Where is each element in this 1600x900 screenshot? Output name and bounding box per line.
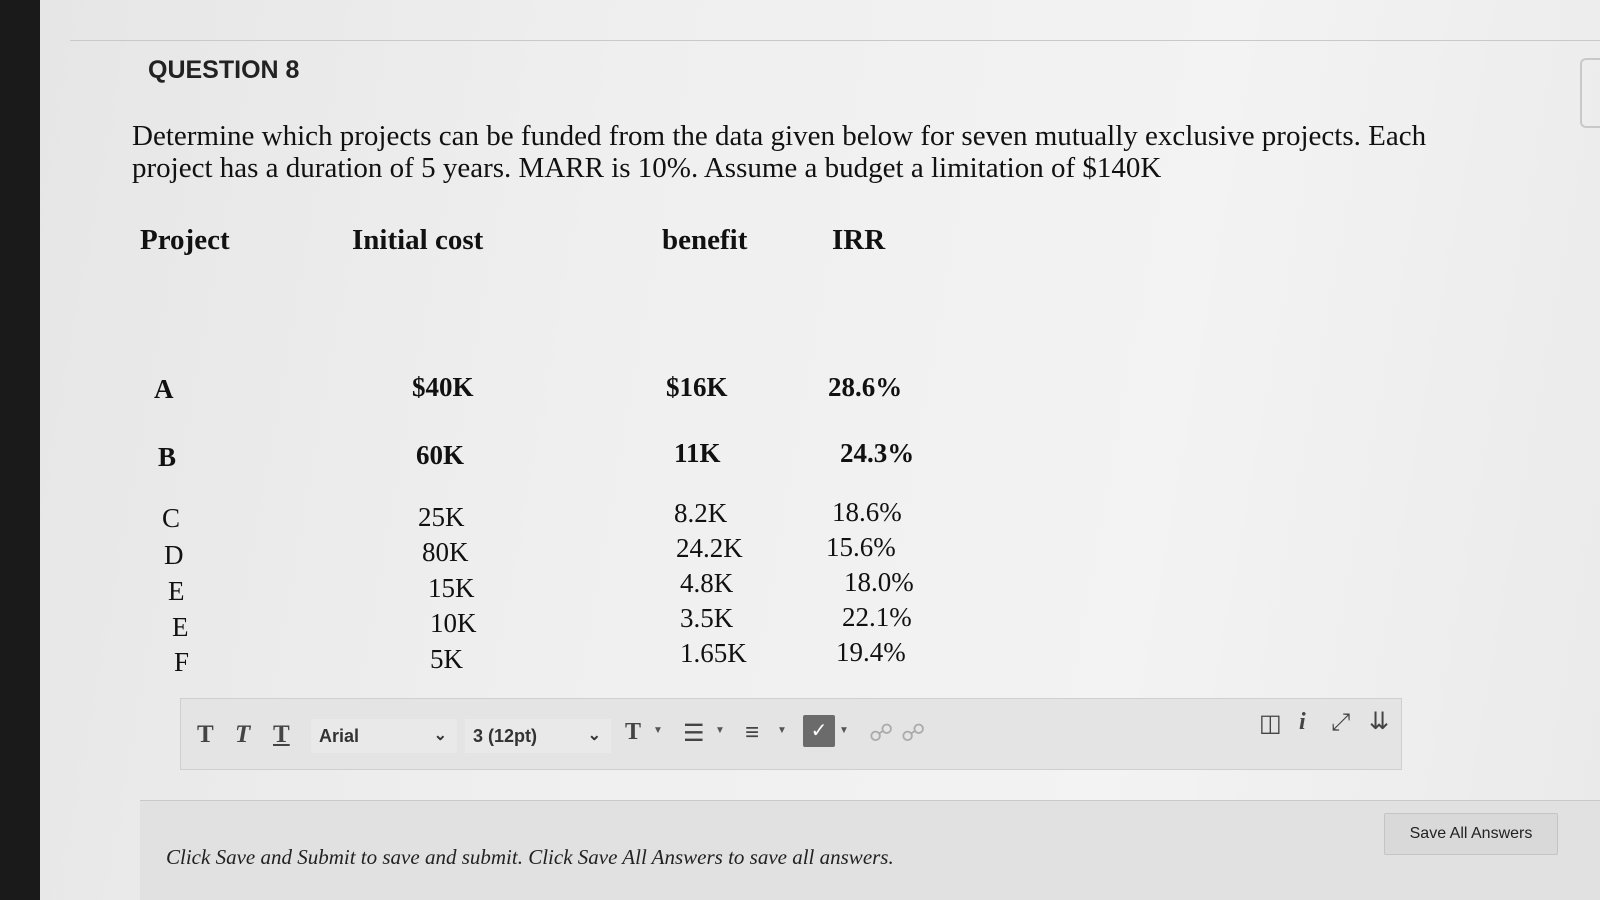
fullscreen-icon[interactable]: ⤢	[1331, 709, 1351, 736]
row-b-project: B	[158, 442, 177, 472]
numbered-list-icon[interactable]: ≡	[745, 719, 760, 746]
row-a-cost: $40K	[412, 372, 474, 402]
row-f-project: F	[174, 647, 190, 677]
underline-text-button[interactable]: T	[273, 721, 290, 748]
row-e2-project: E	[172, 612, 189, 642]
row-c-irr: 18.6%	[832, 497, 902, 527]
row-c-project: C	[162, 503, 181, 533]
row-c-cost: 25K	[418, 502, 465, 532]
caret-down-icon[interactable]: ▼	[839, 725, 849, 736]
row-a-project: A	[154, 374, 174, 404]
save-all-answers-button[interactable]: Save All Answers	[1384, 813, 1558, 855]
question-title: QUESTION 8	[148, 56, 300, 84]
editor-toolbar	[180, 698, 1402, 770]
row-e-project: E	[168, 576, 185, 606]
row-d-cost: 80K	[422, 537, 469, 567]
collapse-icon[interactable]: ⇊	[1369, 708, 1390, 735]
row-e2-cost: 10K	[430, 608, 477, 638]
row-e-irr: 18.0%	[844, 567, 914, 597]
caret-down-icon[interactable]: ▼	[777, 725, 787, 736]
font-family-select[interactable]	[311, 719, 457, 753]
chevron-down-icon: ⌄	[433, 727, 447, 744]
info-icon[interactable]: i	[1299, 709, 1306, 735]
bold-text-button[interactable]: T	[197, 721, 214, 748]
row-f-benefit: 1.65K	[680, 638, 747, 668]
header-initial-cost: Initial cost	[352, 224, 484, 256]
footer-instructions: Click Save and Submit to save and submit. Click Save All Answers to save all answers.	[166, 845, 894, 869]
question-text: Determine which projects can be funded from the data given below for seven mutually exclusive projects. Each project has a duration of 5 years. MARR is 10%. Assume a budget a limitation of $140K	[132, 120, 1427, 184]
row-c-benefit: 8.2K	[674, 498, 728, 528]
unlink-icon[interactable]: ☍	[901, 720, 926, 747]
header-benefit: benefit	[662, 224, 748, 256]
row-a-irr: 28.6%	[828, 372, 903, 402]
row-d-benefit: 24.2K	[676, 533, 743, 563]
row-b-benefit: 11K	[674, 438, 721, 468]
link-icon[interactable]: ☍	[869, 720, 894, 747]
row-e2-irr: 22.1%	[842, 602, 912, 632]
row-d-project: D	[164, 540, 184, 570]
font-family-value: Arial	[319, 726, 360, 746]
font-size-value: 3 (12pt)	[473, 726, 538, 746]
spellcheck-icon[interactable]: ✓	[803, 715, 835, 747]
text-color-icon[interactable]: T	[625, 719, 642, 745]
row-e2-benefit: 3.5K	[680, 603, 734, 633]
side-tab[interactable]	[1580, 58, 1600, 128]
lms-screen	[40, 0, 1600, 900]
row-e-benefit: 4.8K	[680, 568, 734, 598]
row-d-irr: 15.6%	[826, 532, 896, 562]
row-a-benefit: $16K	[666, 372, 728, 402]
header-project: Project	[140, 224, 230, 256]
row-f-irr: 19.4%	[836, 637, 906, 667]
bullet-list-icon[interactable]: ☰	[683, 720, 705, 747]
submit-footer	[140, 800, 1600, 900]
caret-down-icon[interactable]: ▼	[653, 725, 663, 736]
row-b-irr: 24.3%	[840, 438, 915, 468]
chevron-down-icon: ⌄	[587, 727, 601, 744]
divider	[70, 40, 1600, 41]
italic-text-button[interactable]: T	[235, 721, 251, 748]
preview-icon[interactable]: ◫	[1259, 710, 1282, 737]
row-f-cost: 5K	[430, 644, 463, 674]
row-b-cost: 60K	[416, 440, 465, 470]
header-irr: IRR	[832, 224, 886, 256]
caret-down-icon[interactable]: ▼	[715, 725, 725, 736]
font-size-select[interactable]	[465, 719, 611, 753]
row-e-cost: 15K	[428, 573, 475, 603]
